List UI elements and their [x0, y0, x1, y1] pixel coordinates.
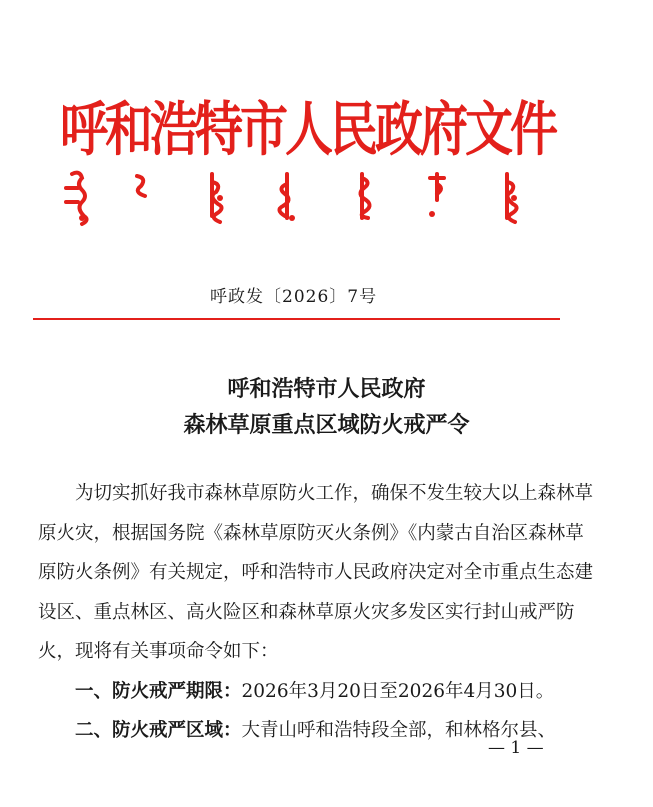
- document-number: 呼政发〔2026〕7号: [210, 287, 378, 307]
- document-body: [38, 474, 598, 751]
- body-paragraph-1: 为切实抓好我市森林草原防火工作，确保不发生较大以上森林草原火灾，根据国务院《森林草原防灭火条例》《内蒙古自治区森林草原防火条例》有关规定，呼和浩特市人民政府决定对全市重点生态建设区、重点林区、高火险区和森林草原火灾多发区实行封山戒严防火，现将有关事项命令如下：: [38, 483, 594, 662]
- document-header-title: 呼和浩特市人民政府文件: [60, 95, 556, 165]
- body-item-1: [38, 672, 598, 712]
- red-divider-line: [33, 318, 560, 320]
- item-2-heading: 二、防火戒严区域：: [75, 720, 242, 741]
- page-number: — 1 —: [488, 738, 544, 758]
- mongolian-header-text: [62, 168, 532, 228]
- mongolian-script-graphic: [62, 168, 532, 228]
- item-1-text: 2026年3月20日至2026年4月30日。: [241, 680, 555, 702]
- item-2-text: 大青山呼和浩特段全部，和林格尔县、: [241, 720, 557, 741]
- item-1-heading: 一、防火戒严期限：: [75, 680, 242, 702]
- document-title-line-2: 森林草原重点区域防火戒严令: [183, 412, 470, 438]
- document-title-line-1: 呼和浩特市人民政府: [227, 376, 426, 402]
